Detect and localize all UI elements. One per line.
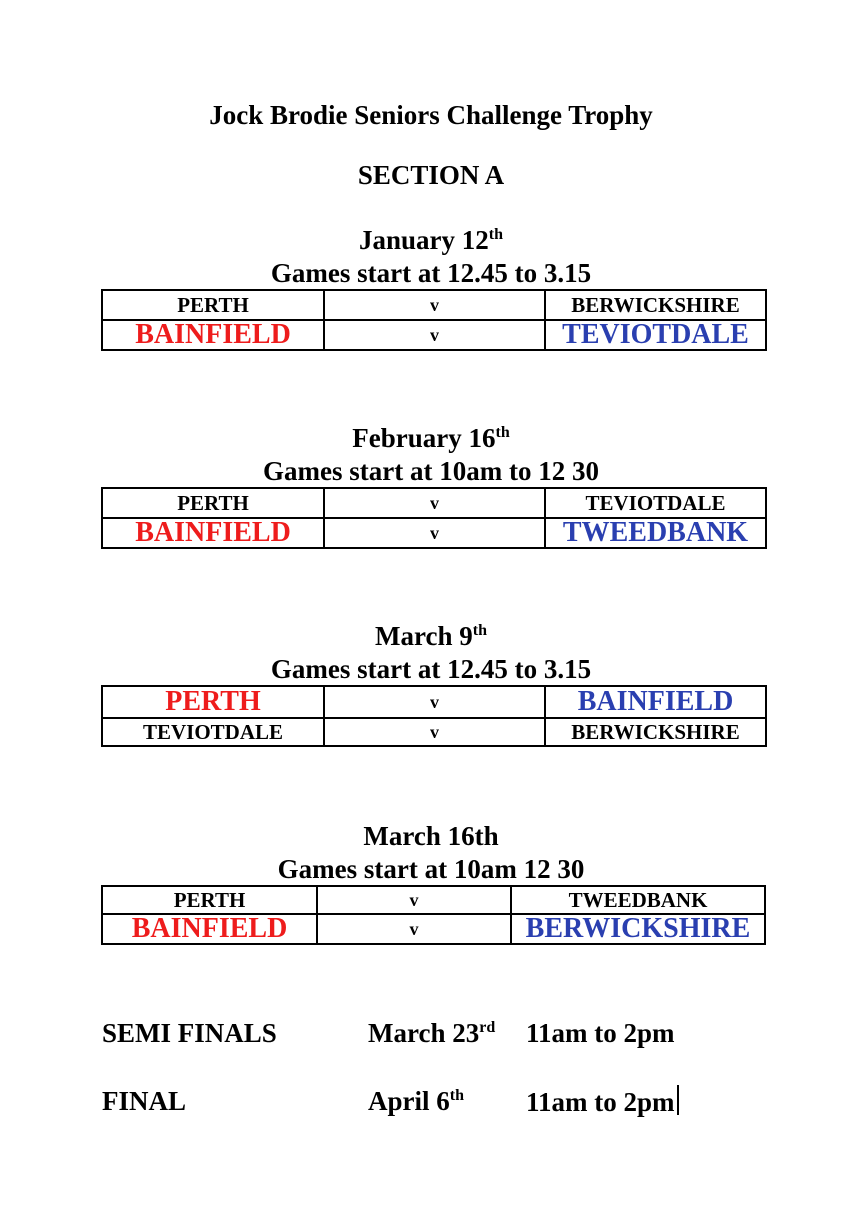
away-team: TEVIOTDALE xyxy=(545,488,766,518)
home-team: PERTH xyxy=(102,886,317,914)
final-time[interactable]: 11am to 2pm xyxy=(526,1085,679,1118)
round-4-fixtures xyxy=(101,885,766,945)
semi-finals-time: 11am to 2pm xyxy=(526,1018,675,1048)
semi-finals-label: SEMI FINALS xyxy=(102,1018,277,1048)
table-row xyxy=(102,320,766,350)
away-team: BAINFIELD xyxy=(545,686,766,718)
final-label: FINAL xyxy=(102,1086,187,1116)
away-team: TEVIOTDALE xyxy=(545,320,766,350)
versus: v xyxy=(324,718,545,746)
table-row xyxy=(102,886,765,914)
away-team: BERWICKSHIRE xyxy=(511,914,765,944)
semi-finals-date: March 23rd xyxy=(368,1018,496,1048)
home-team: PERTH xyxy=(102,686,324,718)
round-3-fixtures xyxy=(101,685,767,747)
versus: v xyxy=(324,686,545,718)
section-heading: SECTION A xyxy=(357,160,505,190)
home-team: TEVIOTDALE xyxy=(102,718,324,746)
versus: v xyxy=(317,886,511,914)
home-team: BAINFIELD xyxy=(102,518,324,548)
round-4-times: Games start at 10am 12 30 xyxy=(277,854,585,884)
round-3-times: Games start at 12.45 to 3.15 xyxy=(270,654,592,684)
home-team: BAINFIELD xyxy=(102,320,324,350)
versus: v xyxy=(324,488,545,518)
table-row xyxy=(102,914,765,944)
away-team: TWEEDBANK xyxy=(545,518,766,548)
table-row xyxy=(102,518,766,548)
text-cursor xyxy=(677,1085,679,1115)
round-1-date: January 12th xyxy=(358,225,503,255)
round-2-fixtures xyxy=(101,487,767,549)
versus: v xyxy=(317,914,511,944)
round-1-times: Games start at 12.45 to 3.15 xyxy=(270,258,592,288)
table-row xyxy=(102,290,766,320)
versus: v xyxy=(324,518,545,548)
home-team: PERTH xyxy=(102,290,324,320)
round-2-times: Games start at 10am to 12 30 xyxy=(263,456,599,486)
versus: v xyxy=(324,320,545,350)
table-row xyxy=(102,718,766,746)
final-date: April 6th xyxy=(368,1086,464,1116)
round-1-fixtures xyxy=(101,289,767,351)
document-title: Jock Brodie Seniors Challenge Trophy xyxy=(209,100,653,130)
away-team: BERWICKSHIRE xyxy=(545,718,766,746)
round-2-date: February 16th xyxy=(352,423,510,453)
home-team: BAINFIELD xyxy=(102,914,317,944)
round-3-date: March 9th xyxy=(375,621,487,651)
away-team: BERWICKSHIRE xyxy=(545,290,766,320)
table-row xyxy=(102,686,766,718)
round-4-date: March 16th xyxy=(363,821,499,851)
versus: v xyxy=(324,290,545,320)
table-row xyxy=(102,488,766,518)
home-team: PERTH xyxy=(102,488,324,518)
away-team: TWEEDBANK xyxy=(511,886,765,914)
